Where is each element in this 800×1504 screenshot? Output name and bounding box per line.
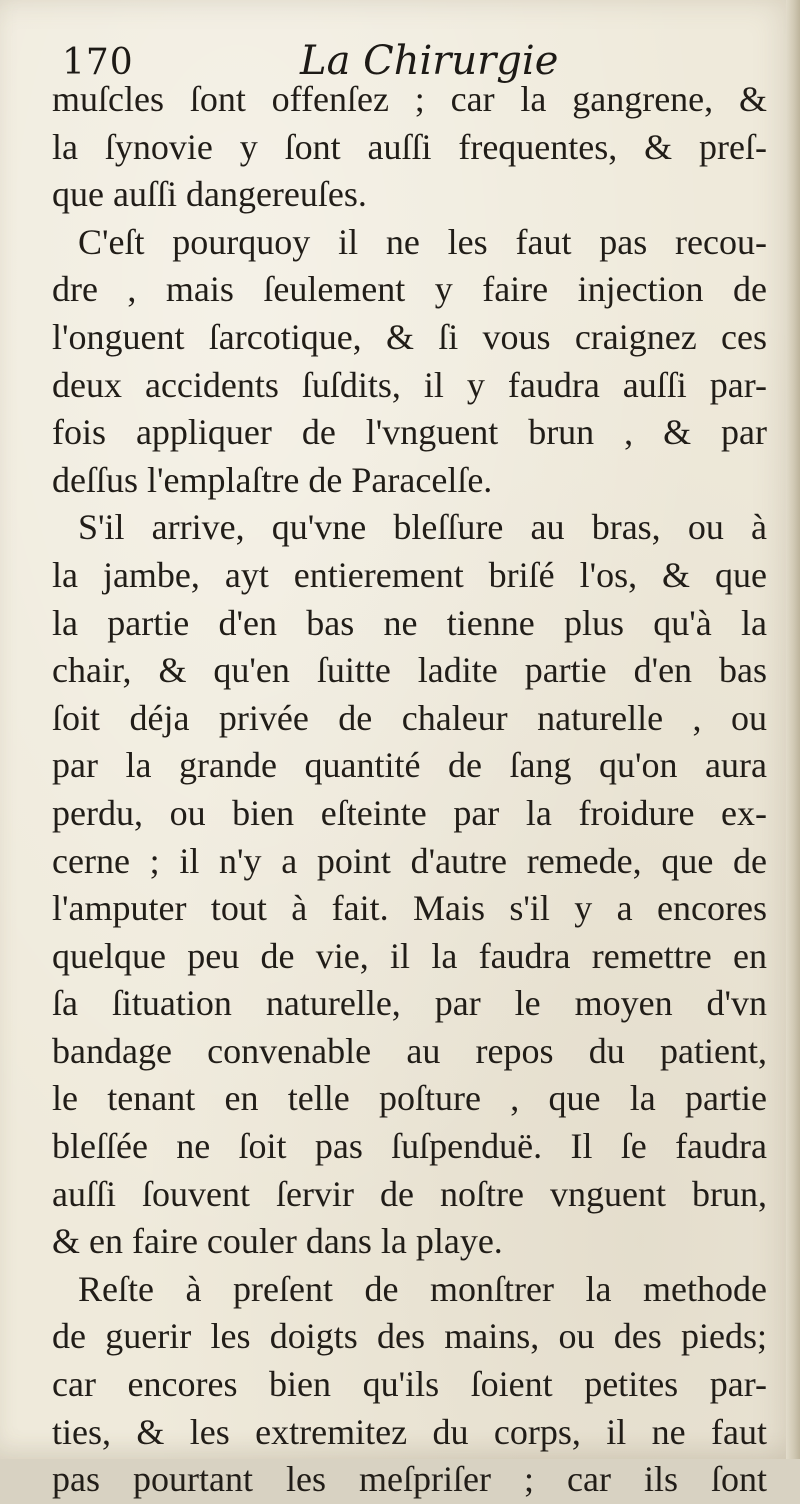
text-line: pas pourtant les meſpriſer ; car ils ſont [52,1459,767,1500]
paragraph-first-line: Reſte à preſent de monſtrer la methode [78,1268,767,1309]
text-line: la jambe, ayt entierement briſé l'os, & que [52,554,767,595]
text-line: bandage convenable au repos du patient, [52,1030,767,1071]
running-title: La Chirurgie [300,38,559,84]
page-edge [786,0,800,1459]
text-line: fois appliquer de l'vnguent brun , & par [52,412,767,453]
text-line: bleſſée ne ſoit pas ſuſpenduë. Il ſe faudra [52,1126,767,1167]
text-line: la ſynovie y ſont auſſi frequentes, & preſ- [52,126,767,167]
paragraph-first-line: S'il arrive, qu'vne bleſſure au bras, ou à [78,507,767,548]
text-line: ſa ſituation naturelle, par le moyen d'vn [52,983,767,1024]
text-line: ties, & les extremitez du corps, il ne faut [52,1411,767,1452]
paragraph-first-line: C'eſt pourquoy il ne les faut pas recou- [78,221,767,262]
text-line: deſſus l'emplaſtre de Paracelſe. [52,459,493,500]
text-line: la partie d'en bas ne tienne plus qu'à la [52,602,767,643]
text-line: l'amputer tout à fait. Mais s'il y a encores [52,888,767,929]
text-line: par la grande quantité de ſang qu'on aura [52,745,767,786]
text-line: & en faire couler dans la playe. [52,1221,503,1262]
text-line: muſcles ſont offenſez ; car la gangrene, & [52,79,767,119]
text-line: que auſſi dangereuſes. [52,174,367,215]
text-line: quelque peu de vie, il la faudra remettre en [52,935,767,976]
text-line: le tenant en telle poſture , que la partie [52,1078,767,1119]
page-number: 170 [62,42,134,83]
text-line: perdu, ou bien eſteinte par la froidure ex- [52,792,767,833]
text-line: de guerir les doigts des mains, ou des pieds; [52,1316,767,1357]
text-line: deux accidents ſuſdits, il y faudra auſſi par- [52,364,767,405]
text-line: ſoit déja privée de chaleur naturelle , ou [52,697,767,738]
text-line: car encores bien qu'ils ſoient petites par- [52,1364,767,1405]
text-line: dre , mais ſeulement y faire injection de [52,269,767,310]
text-line: auſſi ſouvent ſervir de noſtre vnguent brun, [52,1173,767,1214]
body-text [52,76,767,1504]
text-line: l'onguent ſarcotique, & ſi vous craignez ces [52,316,767,357]
text-line: cerne ; il n'y a point d'autre remede, que de [52,840,767,881]
text-line: chair, & qu'en ſuitte ladite partie d'en bas [52,650,767,691]
